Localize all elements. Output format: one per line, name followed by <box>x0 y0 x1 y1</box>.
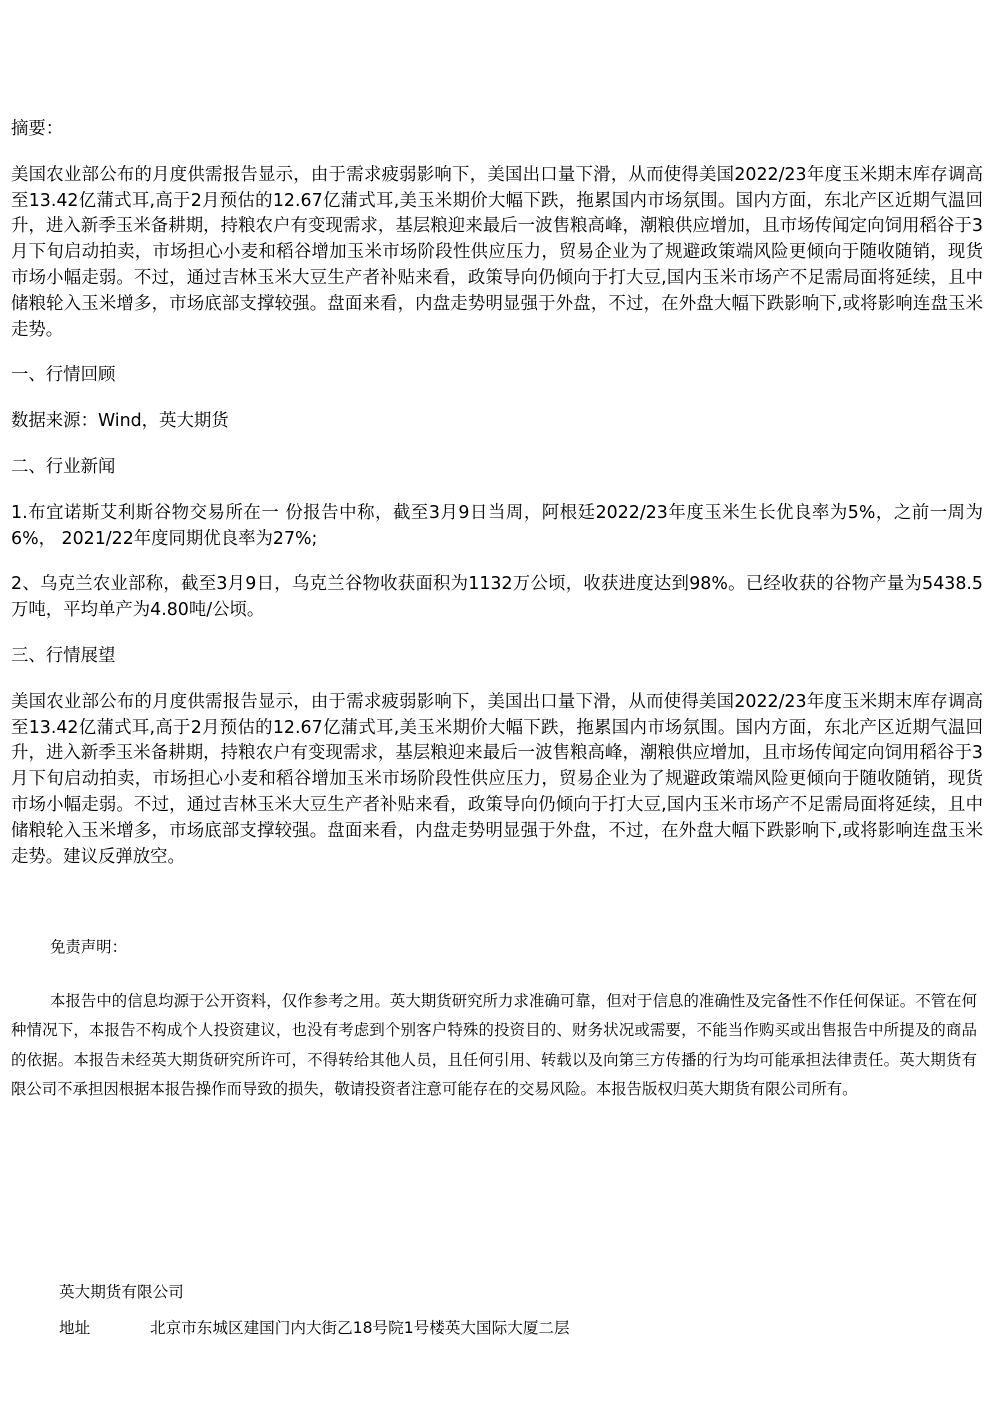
abstract-text: 美国农业部公布的月度供需报告显示，由于需求疲弱影响下，美国出口量下滑，从而使得美国2022/23年度玉米期末库存调高至13.42亿蒲式耳,高于2月预估的12.67亿蒲式耳,美玉米期价大幅下跌，拖累国内市场氛围。国内方面，东北产区近期气温回升，进入新季玉米备耕期，持粮农户有变现需求，基层粮迎来最后一波售粮高峰，潮粮供应增加，且市场传闻定向饲用稻谷于3月下旬启动拍卖，市场担心小麦和稻谷增加玉米市场阶段性供应压力，贸易企业为了规避政策端风险更倾向于随收随销，现货市场小幅走弱。不过，通过吉林玉米大豆生产者补贴来看，政策导向仍倾向于打大豆,国内玉米市场产不足需局面将延续，且中储粮轮入玉米增多，市场底部支撑较强。盘面来看，内盘走势明显强于外盘，不过，在外盘大幅下跌影响下,或将影响连盘玉米走势。 <box>11 164 983 340</box>
data-source-note: 数据来源：Wind，英大期货 <box>11 411 229 432</box>
section-industry-news-heading: 二、行业新闻 <box>11 456 116 477</box>
company-name: 英大期货有限公司 <box>59 1283 184 1301</box>
section-market-review-heading: 一、行情回顾 <box>11 365 116 386</box>
disclaimer-text: 本报告中的信息均源于公开资料，仅作参考之用。英大期货研究所力求准确可靠，但对于信息的准确性及完备性不作任何保证。不管在何种情况下，本报告不构成个人投资建议，也没有考虑到个别客户特殊的投资目的、财务状况或需要，不能当作购买或出售报告中所提及的商品的依据。本报告未经英大期货研究所许可，不得转给其他人员，且任何引用、转载以及向第三方传播的行为均可能承担法律责任。英大期货有限公司不承担因根据本报告操作而导致的损失，敬请投资者注意可能存在的交易风险。本报告版权归英大期货有限公司所有。 <box>11 992 977 1098</box>
disclaimer <box>11 933 977 1104</box>
news-item: 2、乌克兰农业部称，截至3月9日，乌克兰谷物收获面积为1132万公顷，收获进度达到98%。已经收获的谷物产量为5438.5万吨，平均单产为4.80吨/公顷。 <box>11 574 983 621</box>
report-main <box>11 117 983 890</box>
disclaimer-title: 免责声明： <box>50 938 127 956</box>
outlook-text: 美国农业部公布的月度供需报告显示，由于需求疲弱影响下，美国出口量下滑，从而使得美国2022/23年度玉米期末库存调高至13.42亿蒲式耳,高于2月预估的12.67亿蒲式耳,美玉米期价大幅下跌，拖累国内市场氛围。国内方面，东北产区近期气温回升，进入新季玉米备耕期，持粮农户有变现需求，基层粮迎来最后一波售粮高峰，潮粮供应增加，且市场传闻定向饲用稻谷于3月下旬启动拍卖，市场担心小麦和稻谷增加玉米市场阶段性供应压力，贸易企业为了规避政策端风险更倾向于随收随销，现货市场小幅走弱。不过，通过吉林玉米大豆生产者补贴来看，政策导向仍倾向于打大豆,国内玉米市场产不足需局面将延续，且中储粮轮入玉米增多，市场底部支撑较强。盘面来看，内盘走势明显强于外盘，不过，在外盘大幅下跌影响下,或将影响连盘玉米走势。建议反弹放空。 <box>11 691 983 867</box>
footer-address-row <box>59 1314 759 1342</box>
address-label: 地址 <box>59 1319 91 1337</box>
section-outlook-heading: 三、行情展望 <box>11 645 116 666</box>
company-footer <box>59 1278 759 1350</box>
news-item: 1.布宜诺斯艾利斯谷物交易所在一 份报告中称，截至3月9日当周，阿根廷2022/23年度玉米生长优良率为5%，之前一周为6%， 2021/22年度同期优良率为27%; <box>11 502 983 549</box>
footer-company-row <box>59 1278 759 1306</box>
address-value: 北京市东城区建国门内大街乙18号院1号楼英大国际大厦二层 <box>150 1319 570 1337</box>
abstract-heading: 摘要： <box>11 119 64 139</box>
